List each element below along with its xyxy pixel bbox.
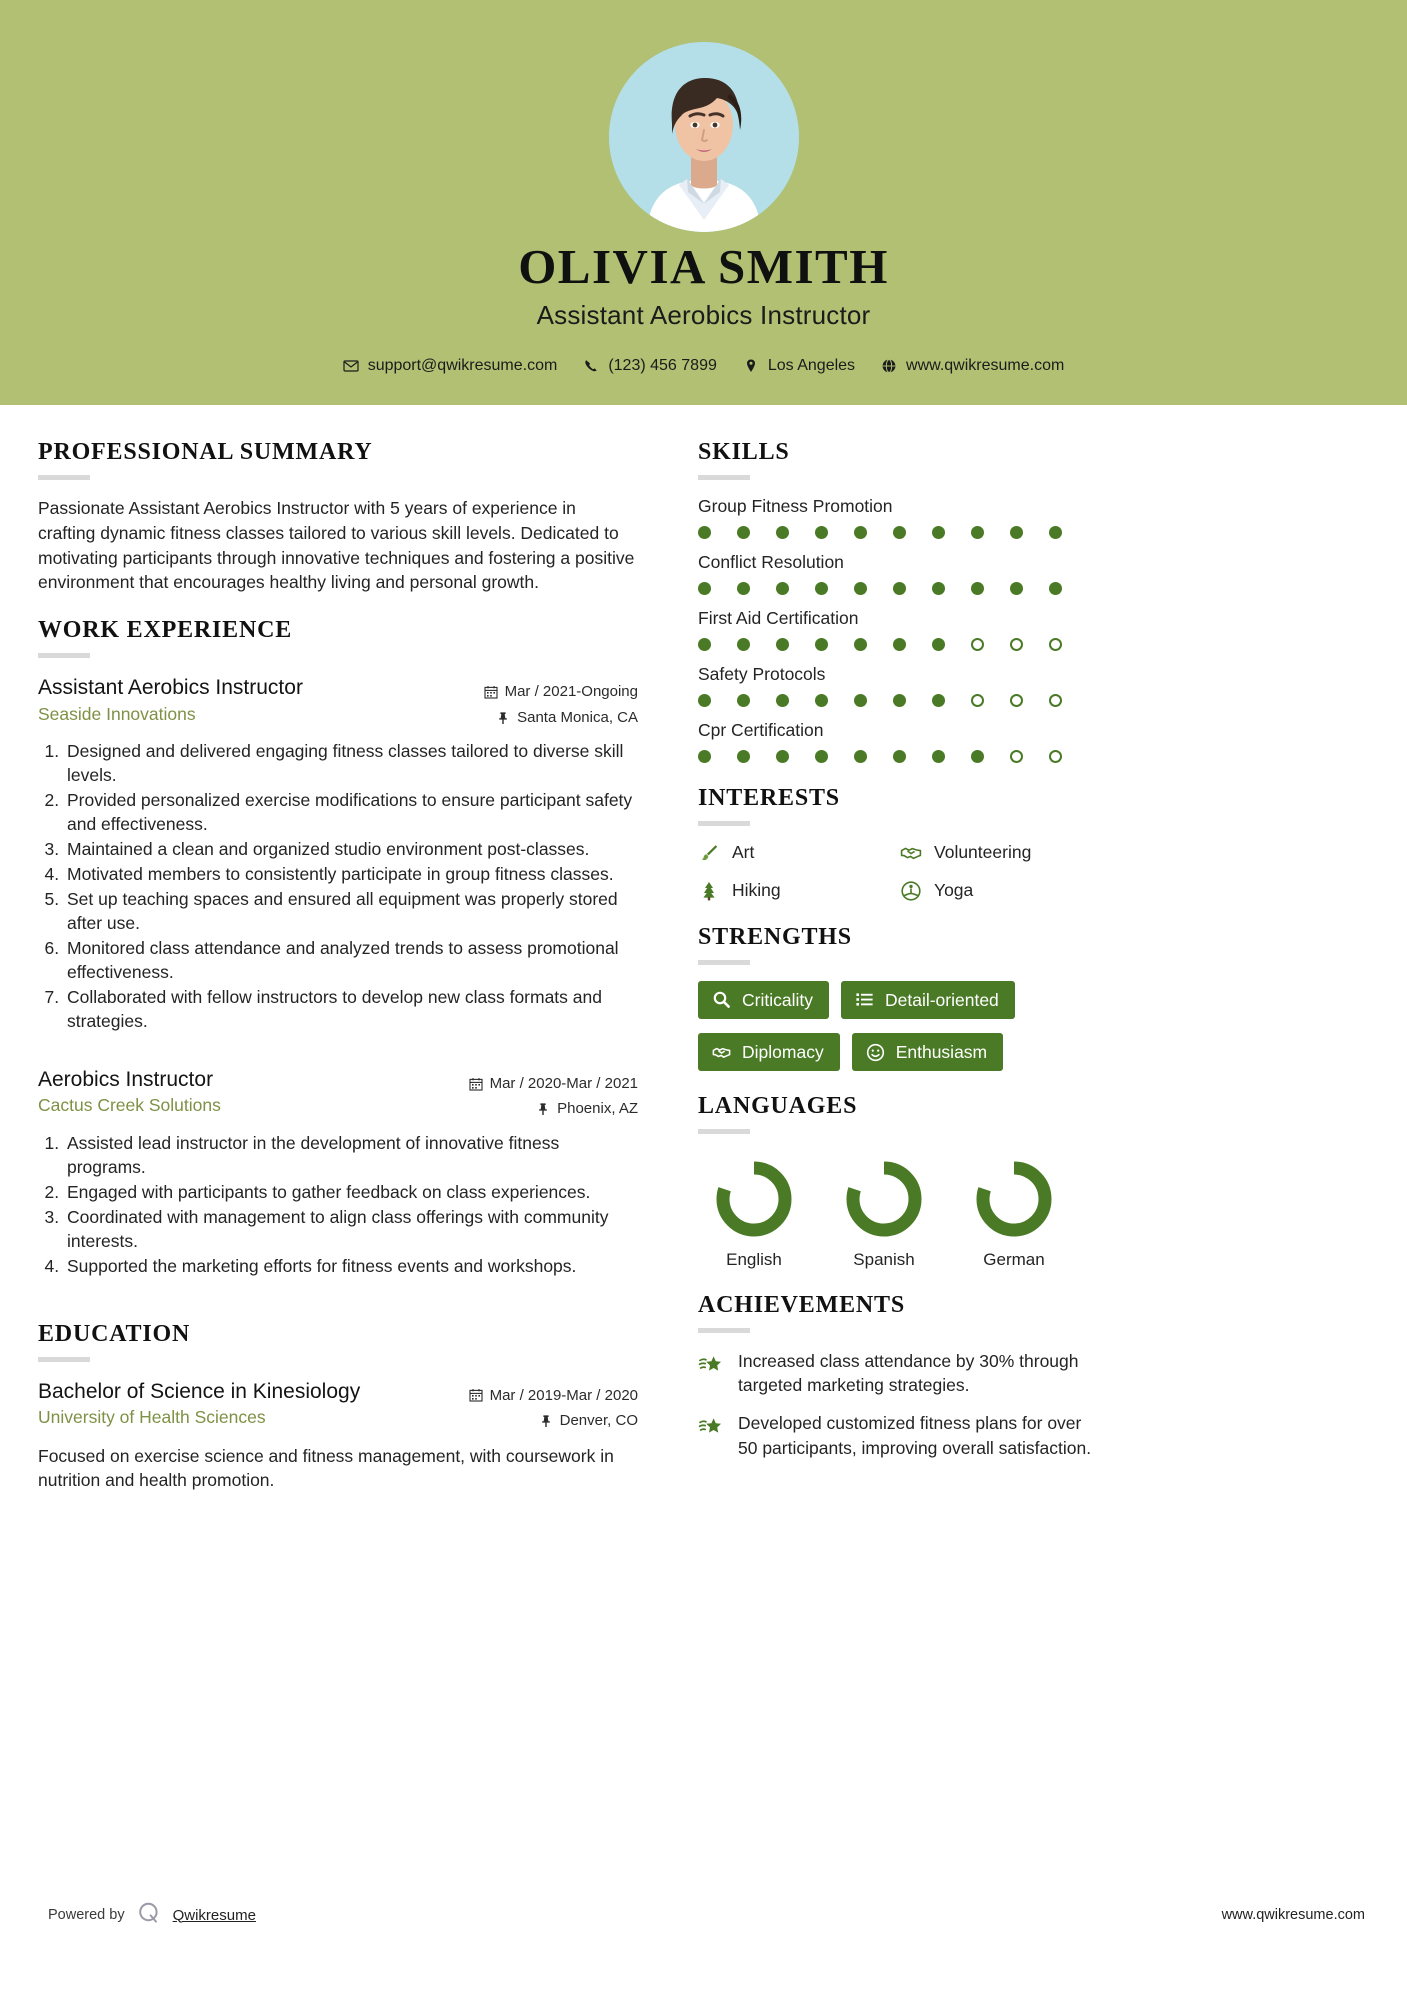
skill-item — [698, 496, 1098, 539]
skill-dot-filled — [893, 526, 906, 539]
section-education — [38, 1321, 638, 1493]
section-rule — [698, 821, 750, 826]
envelope-icon — [343, 358, 359, 374]
section-rule — [38, 653, 90, 658]
work-entry-titles — [38, 674, 303, 724]
language-item-english — [698, 1156, 810, 1270]
section-title-achievements: ACHIEVEMENTS — [698, 1292, 905, 1319]
skill-name: Cpr Certification — [698, 719, 824, 740]
skill-dot-empty — [1010, 694, 1023, 707]
achievement-text: Developed customized fitness plans for over 50 participants, improving overall satisfaction. — [738, 1413, 1092, 1458]
education-location: Denver, CO — [559, 1412, 638, 1430]
strength-badge-detail-oriented — [841, 981, 1015, 1019]
education-school: University of Health Sciences — [38, 1407, 266, 1427]
skill-dot-filled — [737, 750, 750, 763]
skill-dot-cell — [893, 526, 932, 539]
skill-dot-filled — [698, 750, 711, 763]
section-languages — [698, 1093, 1098, 1270]
achievement-item — [698, 1349, 1098, 1397]
skill-dot-filled — [1010, 526, 1023, 539]
skill-dot-empty — [1010, 750, 1023, 763]
interest-item-yoga — [900, 880, 1098, 902]
work-bullet: 3. Maintained a clean and organized studio environment post-classes. — [64, 838, 638, 862]
section-title-summary: PROFESSIONAL SUMMARY — [38, 438, 373, 465]
skill-dot-filled — [737, 694, 750, 707]
skill-dot-cell — [854, 582, 893, 595]
skill-dot-cell — [971, 750, 1010, 763]
education-entry-titles — [38, 1378, 360, 1428]
resume-header — [0, 0, 1407, 405]
interest-item-art — [698, 842, 896, 864]
paintbrush-icon — [698, 842, 720, 864]
pushpin-icon — [539, 1414, 553, 1428]
section-work-experience — [38, 617, 638, 1278]
work-location-line — [469, 1096, 638, 1122]
contact-email[interactable] — [343, 357, 558, 375]
education-location-line — [469, 1408, 638, 1434]
skill-dot-cell — [1049, 750, 1088, 763]
language-name: Spanish — [853, 1250, 915, 1270]
skill-dot-filled — [893, 638, 906, 651]
tree-icon — [698, 880, 720, 902]
skill-dot-cell — [737, 638, 776, 651]
skill-dot-filled — [854, 582, 867, 595]
skill-dot-cell — [815, 526, 854, 539]
contact-phone[interactable] — [583, 357, 717, 375]
section-title-languages: LANGUAGES — [698, 1093, 858, 1120]
skill-dot-cell — [1049, 526, 1088, 539]
yoga-icon — [900, 880, 922, 902]
interest-label: Yoga — [934, 880, 974, 901]
powered-by-label: Powered by — [48, 1907, 125, 1923]
work-bullets — [38, 740, 638, 1034]
skill-dot-empty — [971, 638, 984, 651]
skill-item — [698, 608, 1098, 651]
work-bullet: 2. Provided personalized exercise modifications to ensure participant safety and effectiveness. — [64, 789, 638, 837]
skill-dot-cell — [971, 638, 1010, 651]
education-date-line — [469, 1383, 638, 1409]
interest-label: Art — [732, 842, 755, 863]
skill-dot-filled — [815, 638, 828, 651]
skill-dot-cell — [698, 582, 737, 595]
work-date: Mar / 2020-Mar / 2021 — [489, 1074, 638, 1092]
education-description: Focused on exercise science and fitness management, with coursework in nutrition and health promotion. — [38, 1445, 614, 1491]
contact-location-text: Los Angeles — [767, 356, 856, 374]
skill-rating — [698, 582, 1098, 595]
skill-dot-cell — [737, 750, 776, 763]
header-job-title: Assistant Aerobics Instructor — [536, 299, 871, 330]
work-entry-meta — [484, 674, 638, 730]
skill-dot-filled — [1049, 526, 1062, 539]
skill-dot-filled — [737, 582, 750, 595]
skill-dot-filled — [932, 582, 945, 595]
skill-dot-cell — [1010, 638, 1049, 651]
achievement-text: Increased class attendance by 30% through targeted marketing strategies. — [738, 1351, 1079, 1396]
work-bullet: 4. Supported the marketing efforts for fitness events and workshops. — [64, 1255, 638, 1279]
skill-dot-cell — [971, 694, 1010, 707]
skill-dot-cell — [932, 750, 971, 763]
skill-item — [698, 552, 1098, 595]
skill-dot-filled — [737, 526, 750, 539]
work-date: Mar / 2021-Ongoing — [504, 683, 638, 701]
skill-name: First Aid Certification — [698, 607, 859, 628]
skill-dot-cell — [854, 694, 893, 707]
skill-dot-cell — [737, 582, 776, 595]
skill-dot-cell — [854, 750, 893, 763]
right-column — [698, 439, 1098, 1515]
language-progress-ring — [971, 1156, 1057, 1242]
location-pin-icon — [743, 358, 759, 374]
work-bullets — [38, 1132, 638, 1279]
skill-item — [698, 720, 1098, 763]
footer-url[interactable]: www.qwikresume.com — [1221, 1907, 1365, 1923]
work-location: Santa Monica, CA — [517, 708, 638, 726]
strength-badge-criticality — [698, 981, 829, 1019]
skill-dot-empty — [1010, 638, 1023, 651]
skill-dot-cell — [971, 526, 1010, 539]
work-bullet: 1. Assisted lead instructor in the development of innovative fitness programs. — [64, 1132, 638, 1180]
skill-rating — [698, 638, 1098, 651]
work-org: Seaside Innovations — [38, 703, 196, 724]
qwikresume-logo-icon — [136, 1900, 162, 1930]
strength-label: Criticality — [742, 989, 813, 1010]
skill-dot-filled — [776, 694, 789, 707]
skill-dot-filled — [932, 694, 945, 707]
skill-dot-cell — [815, 694, 854, 707]
education-entry-meta — [469, 1378, 638, 1434]
skill-dot-cell — [698, 526, 737, 539]
spacer — [38, 1301, 638, 1321]
work-entry — [38, 1066, 638, 1279]
language-name: English — [726, 1250, 782, 1270]
skill-dot-filled — [776, 526, 789, 539]
skill-dot-cell — [698, 694, 737, 707]
skill-dot-filled — [1049, 582, 1062, 595]
section-title-skills: SKILLS — [698, 438, 790, 465]
section-rule — [698, 475, 750, 480]
skill-dot-cell — [893, 694, 932, 707]
skill-dot-cell — [776, 694, 815, 707]
skill-rating — [698, 526, 1098, 539]
work-bullet: 5. Set up teaching spaces and ensured all equipment was properly stored after use. — [64, 888, 638, 936]
skill-dot-filled — [776, 638, 789, 651]
education-degree: Bachelor of Science in Kinesiology — [38, 1379, 361, 1403]
interests-grid — [698, 842, 1098, 902]
skill-dot-filled — [854, 638, 867, 651]
skill-dot-cell — [854, 638, 893, 651]
left-column — [38, 439, 638, 1515]
work-entry-head — [38, 674, 638, 730]
section-title-education: EDUCATION — [38, 1320, 191, 1347]
contact-email-text: support@qwikresume.com — [367, 356, 558, 374]
skill-dot-filled — [815, 582, 828, 595]
skill-dot-filled — [698, 638, 711, 651]
skill-dot-filled — [698, 526, 711, 539]
skill-dot-filled — [893, 694, 906, 707]
work-bullet: 7. Collaborated with fellow instructors to develop new class formats and strategies. — [64, 986, 638, 1034]
skill-dot-filled — [971, 750, 984, 763]
skill-dot-cell — [1010, 694, 1049, 707]
contact-location — [743, 357, 855, 375]
skill-dot-cell — [815, 750, 854, 763]
skill-item — [698, 664, 1098, 707]
work-bullet: 2. Engaged with participants to gather feedback on class experiences. — [64, 1181, 638, 1205]
avatar-photo-icon — [609, 42, 799, 232]
skill-dot-cell — [932, 526, 971, 539]
calendar-icon — [469, 1077, 483, 1091]
skill-dot-filled — [893, 750, 906, 763]
skill-dot-cell — [815, 638, 854, 651]
section-title-strengths: STRENGTHS — [698, 923, 852, 950]
interest-label: Hiking — [732, 880, 781, 901]
work-entry-titles — [38, 1066, 221, 1116]
skill-dot-filled — [932, 638, 945, 651]
section-rule — [698, 960, 750, 965]
section-strengths — [698, 924, 1098, 1071]
avatar — [609, 42, 799, 232]
skill-dot-cell — [1010, 582, 1049, 595]
language-item-german — [958, 1156, 1070, 1270]
work-date-line — [484, 679, 638, 705]
skill-dot-cell — [893, 582, 932, 595]
resume-body — [0, 405, 1407, 1515]
interest-item-volunteering — [900, 842, 1098, 864]
qwikresume-brand-link[interactable]: Qwikresume — [172, 1906, 256, 1924]
handshake-icon — [712, 1043, 731, 1062]
strength-label: Enthusiasm — [895, 1042, 988, 1063]
section-rule — [698, 1129, 750, 1134]
skill-dot-cell — [971, 582, 1010, 595]
skill-dot-filled — [854, 526, 867, 539]
contact-phone-text: (123) 456 7899 — [608, 356, 717, 374]
skill-dot-cell — [776, 582, 815, 595]
skill-dot-empty — [971, 694, 984, 707]
work-entry-head — [38, 1066, 638, 1122]
skill-dot-filled — [776, 750, 789, 763]
skill-dot-cell — [698, 638, 737, 651]
education-entry — [38, 1378, 638, 1493]
skill-dot-cell — [776, 526, 815, 539]
skill-dot-filled — [815, 526, 828, 539]
language-item-spanish — [828, 1156, 940, 1270]
summary-text: Passionate Assistant Aerobics Instructor with 5 years of experience in crafting dynamic fitness classes tailored to various skill levels. Dedicated to motivating participants through innovative techniques and fostering a positive environment that encourages healthy living and personal growth. — [38, 497, 635, 593]
skill-dot-cell — [932, 638, 971, 651]
achievement-item — [698, 1411, 1098, 1459]
skill-dot-filled — [932, 526, 945, 539]
skill-dot-filled — [893, 582, 906, 595]
magnifier-icon — [712, 990, 731, 1009]
strength-badge-diplomacy — [698, 1033, 840, 1071]
strength-badge-enthusiasm — [852, 1033, 1003, 1071]
work-location-line — [484, 705, 638, 731]
skill-dot-cell — [1010, 750, 1049, 763]
skill-rating — [698, 694, 1098, 707]
skill-name: Group Fitness Promotion — [698, 495, 893, 516]
skill-dot-cell — [1049, 694, 1088, 707]
skill-dot-filled — [815, 750, 828, 763]
skill-dot-cell — [1010, 526, 1049, 539]
section-title-interests: INTERESTS — [698, 784, 840, 811]
work-org: Cactus Creek Solutions — [38, 1095, 221, 1116]
pushpin-icon — [496, 711, 510, 725]
list-icon — [855, 990, 874, 1009]
skill-dot-filled — [854, 750, 867, 763]
strength-label: Detail-oriented — [884, 989, 999, 1010]
strengths-list — [698, 981, 1098, 1071]
skill-dot-empty — [1049, 694, 1062, 707]
section-rule — [38, 1357, 90, 1362]
powered-by — [48, 1900, 256, 1930]
skill-dot-empty — [1049, 750, 1062, 763]
section-rule — [698, 1328, 750, 1333]
work-bullet: 4. Motivated members to consistently participate in group fitness classes. — [64, 863, 638, 887]
education-date: Mar / 2019-Mar / 2020 — [489, 1386, 638, 1404]
interest-label: Volunteering — [934, 842, 1032, 863]
languages-list — [698, 1150, 1098, 1270]
work-bullet: 1. Designed and delivered engaging fitness classes tailored to diverse skill levels. — [64, 740, 638, 788]
work-role: Aerobics Instructor — [38, 1067, 214, 1091]
work-location: Phoenix, AZ — [557, 1100, 638, 1118]
skill-dot-filled — [698, 582, 711, 595]
star-shooting-icon — [698, 1413, 724, 1439]
skill-dot-cell — [737, 526, 776, 539]
star-shooting-icon — [698, 1351, 724, 1377]
globe-icon — [881, 358, 897, 374]
skill-dot-filled — [737, 638, 750, 651]
skill-dot-empty — [1049, 638, 1062, 651]
skill-dot-cell — [893, 638, 932, 651]
contact-website[interactable] — [881, 357, 1064, 375]
section-skills — [698, 439, 1098, 763]
work-entry — [38, 674, 638, 1034]
skill-dot-filled — [815, 694, 828, 707]
section-professional-summary — [38, 439, 638, 595]
skill-dot-cell — [1049, 638, 1088, 651]
section-title-work: WORK EXPERIENCE — [38, 617, 293, 644]
language-progress-ring — [841, 1156, 927, 1242]
skill-dot-filled — [698, 694, 711, 707]
handshake-icon — [900, 842, 922, 864]
skill-dot-cell — [1049, 582, 1088, 595]
work-role: Assistant Aerobics Instructor — [38, 676, 303, 700]
smiley-icon — [866, 1043, 885, 1062]
skill-dot-cell — [737, 694, 776, 707]
section-achievements — [698, 1292, 1098, 1460]
skill-dot-filled — [776, 582, 789, 595]
contact-website-text: www.qwikresume.com — [906, 356, 1065, 374]
work-bullet: 6. Monitored class attendance and analyzed trends to assess promotional effectiveness. — [64, 937, 638, 985]
skill-dot-cell — [776, 638, 815, 651]
calendar-icon — [484, 685, 498, 699]
resume-footer — [0, 1900, 1407, 1930]
skill-dot-filled — [971, 582, 984, 595]
skill-dot-filled — [932, 750, 945, 763]
language-progress-ring — [711, 1156, 797, 1242]
work-date-line — [469, 1071, 638, 1097]
skill-name: Safety Protocols — [698, 663, 826, 684]
interest-item-hiking — [698, 880, 896, 902]
pushpin-icon — [536, 1102, 550, 1116]
skill-dot-cell — [698, 750, 737, 763]
skill-dot-cell — [815, 582, 854, 595]
page-title: OLIVIA SMITH — [518, 239, 889, 294]
skill-dot-cell — [932, 582, 971, 595]
skill-dot-cell — [893, 750, 932, 763]
phone-icon — [583, 358, 599, 374]
contact-row — [0, 357, 1407, 375]
skill-dot-filled — [971, 526, 984, 539]
skill-rating — [698, 750, 1098, 763]
skill-dot-filled — [854, 694, 867, 707]
skill-dot-cell — [776, 750, 815, 763]
skill-dot-filled — [1010, 582, 1023, 595]
skill-dot-cell — [854, 526, 893, 539]
work-entry-meta — [469, 1066, 638, 1122]
skill-dot-cell — [932, 694, 971, 707]
section-interests — [698, 785, 1098, 902]
work-bullet: 3. Coordinated with management to align class offerings with community interests. — [64, 1206, 638, 1254]
section-rule — [38, 475, 90, 480]
entry-spacer — [38, 1040, 638, 1066]
strength-label: Diplomacy — [742, 1042, 824, 1063]
language-name: German — [983, 1250, 1045, 1270]
calendar-icon — [469, 1388, 483, 1402]
skill-name: Conflict Resolution — [698, 551, 844, 572]
education-entry-head — [38, 1378, 638, 1434]
